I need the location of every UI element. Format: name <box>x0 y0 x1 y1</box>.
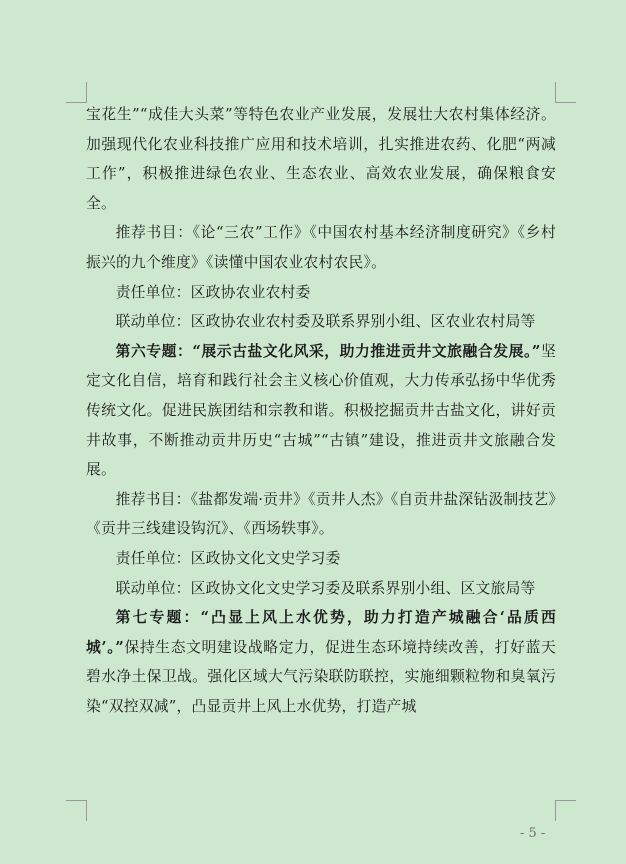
crop-mark-top-left <box>66 82 87 103</box>
responsible-unit-5: 责任单位：区政协农业农村委 <box>115 283 311 301</box>
topic-7-heading: 第七专题：“凸显上风上水优势，助力打造产城融合‘品质西城’。” <box>86 609 556 656</box>
crop-mark-bottom-left <box>66 800 87 821</box>
recommended-books-6: 推荐书目：《盐都发端·贡井》《贡井人杰》《自贡井盐深钻汲制技艺》《贡井三线建设钩沉》、《西场轶事》。 <box>86 490 556 538</box>
linked-units-5: 联动单位：区政协农业农村委及联系界别小组、区农业农村局等 <box>115 313 536 331</box>
crop-mark-bottom-right <box>555 800 576 821</box>
topic-6-paragraph <box>86 337 556 485</box>
document-body <box>86 100 556 721</box>
topic-7-paragraph <box>86 603 556 721</box>
recommended-books-5: 推荐书目：《论“三农”工作》《中国农村基本经济制度研究》《乡村振兴的九个维度》《读懂中国农业农村农民》。 <box>86 224 556 271</box>
topic-6-body: 坚定文化自信，培育和践行社会主义核心价值观，大力传承弘扬中华优秀传统文化。促进民族团结和宗教和谐。积极挖掘贡井古盐文化，讲好贡井故事，不断推动贡井历史“古城”“古镇”建设，推进贡井文旅融合发展。 <box>86 342 556 479</box>
paragraph-agriculture-continued: 宝花生”“成佳大头菜”等特色农业产业发展，发展壮大农村集体经济。加强现代化农业科技推广应用和技术培训，扎实推进农药、化肥“两减工作”，积极推进绿色农业、生态农业、高效农业发展，确保粮食安全。 <box>86 106 556 212</box>
topic-6-heading: 第六专题：“展示古盐文化风采，助力推进贡井文旅融合发展。” <box>115 342 541 360</box>
topic-7-body: 保持生态文明建设战略定力，促进生态环境持续改善，打好蓝天碧水净土保卫战。强化区域大气污染联防联控，实施细颗粒物和臭氧污染“双控双减”，凸显贡井上风上水优势，打造产城 <box>86 638 556 715</box>
crop-mark-top-right <box>555 82 576 103</box>
linked-units-6: 联动单位：区政协文化文史学习委及联系界别小组、区文旅局等 <box>115 579 536 597</box>
responsible-unit-6: 责任单位：区政协文化文史学习委 <box>115 549 341 567</box>
page-number: - 5 - <box>520 826 546 841</box>
